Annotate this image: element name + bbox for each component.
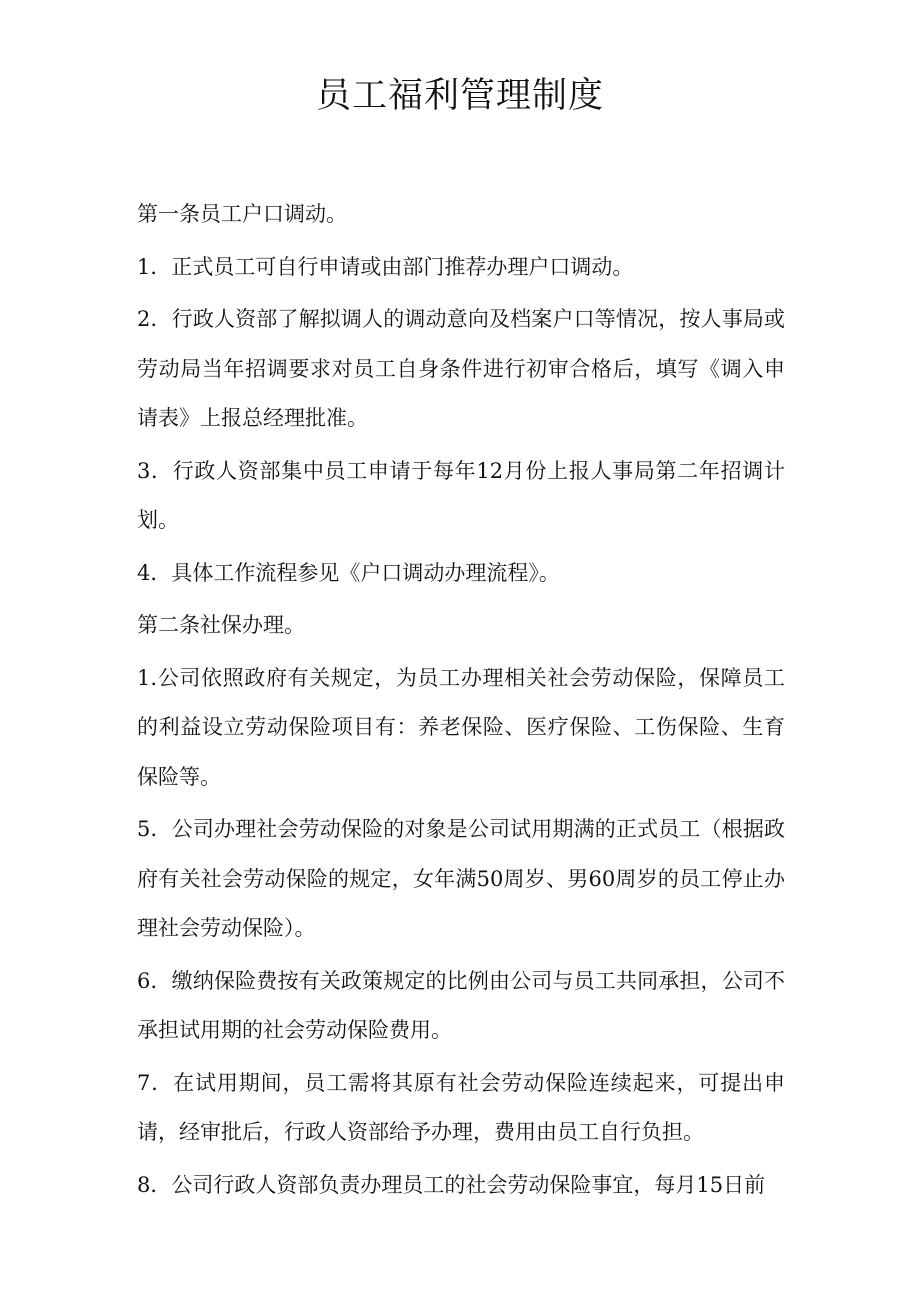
paragraph-item: 1.公司依照政府有关规定，为员工办理相关社会劳动保险，保障员工的利益设立劳动保险项目有：养老保险、医疗保险、工伤保险、生育保险等。	[137, 665, 785, 789]
section-heading-2: 第二条社保办理。	[137, 613, 305, 637]
document-body	[137, 190, 785, 1213]
paragraph-item: 1．正式员工可自行申请或由部门推荐办理户口调动。	[137, 254, 634, 279]
paragraph-item: 4．具体工作流程参见《户口调动办理流程》。	[137, 560, 560, 585]
paragraph-item: 6．缴纳保险费按有关政策规定的比例由公司与员工共同承担，公司不承担试用期的社会劳动保险费用。	[137, 968, 785, 1042]
paragraph-item: 3．行政人资部集中员工申请于每年12月份上报人事局第二年招调计划。	[137, 458, 785, 532]
paragraph-item: 5．公司办理社会劳动保险的对象是公司试用期满的正式员工（根据政府有关社会劳动保险的规定，女年满50周岁、男60周岁的员工停止办理社会劳动保险）。	[137, 817, 785, 940]
document-title: 员工福利管理制度	[315, 76, 604, 116]
section-heading-1: 第一条员工户口调动。	[137, 202, 347, 226]
paragraph-item: 2．行政人资部了解拟调人的调动意向及档案户口等情况，按人事局或劳动局当年招调要求对员工自身条件进行初审合格后，填写《调入申请表》上报总经理批准。	[137, 307, 785, 430]
paragraph-item: 7．在试用期间，员工需将其原有社会劳动保险连续起来，可提出申请，经审批后，行政人资部给予办理，费用由员工自行负担。	[137, 1070, 785, 1144]
paragraph-item: 8．公司行政人资部负责办理员工的社会劳动保险事宜，每月15日前	[137, 1172, 766, 1197]
